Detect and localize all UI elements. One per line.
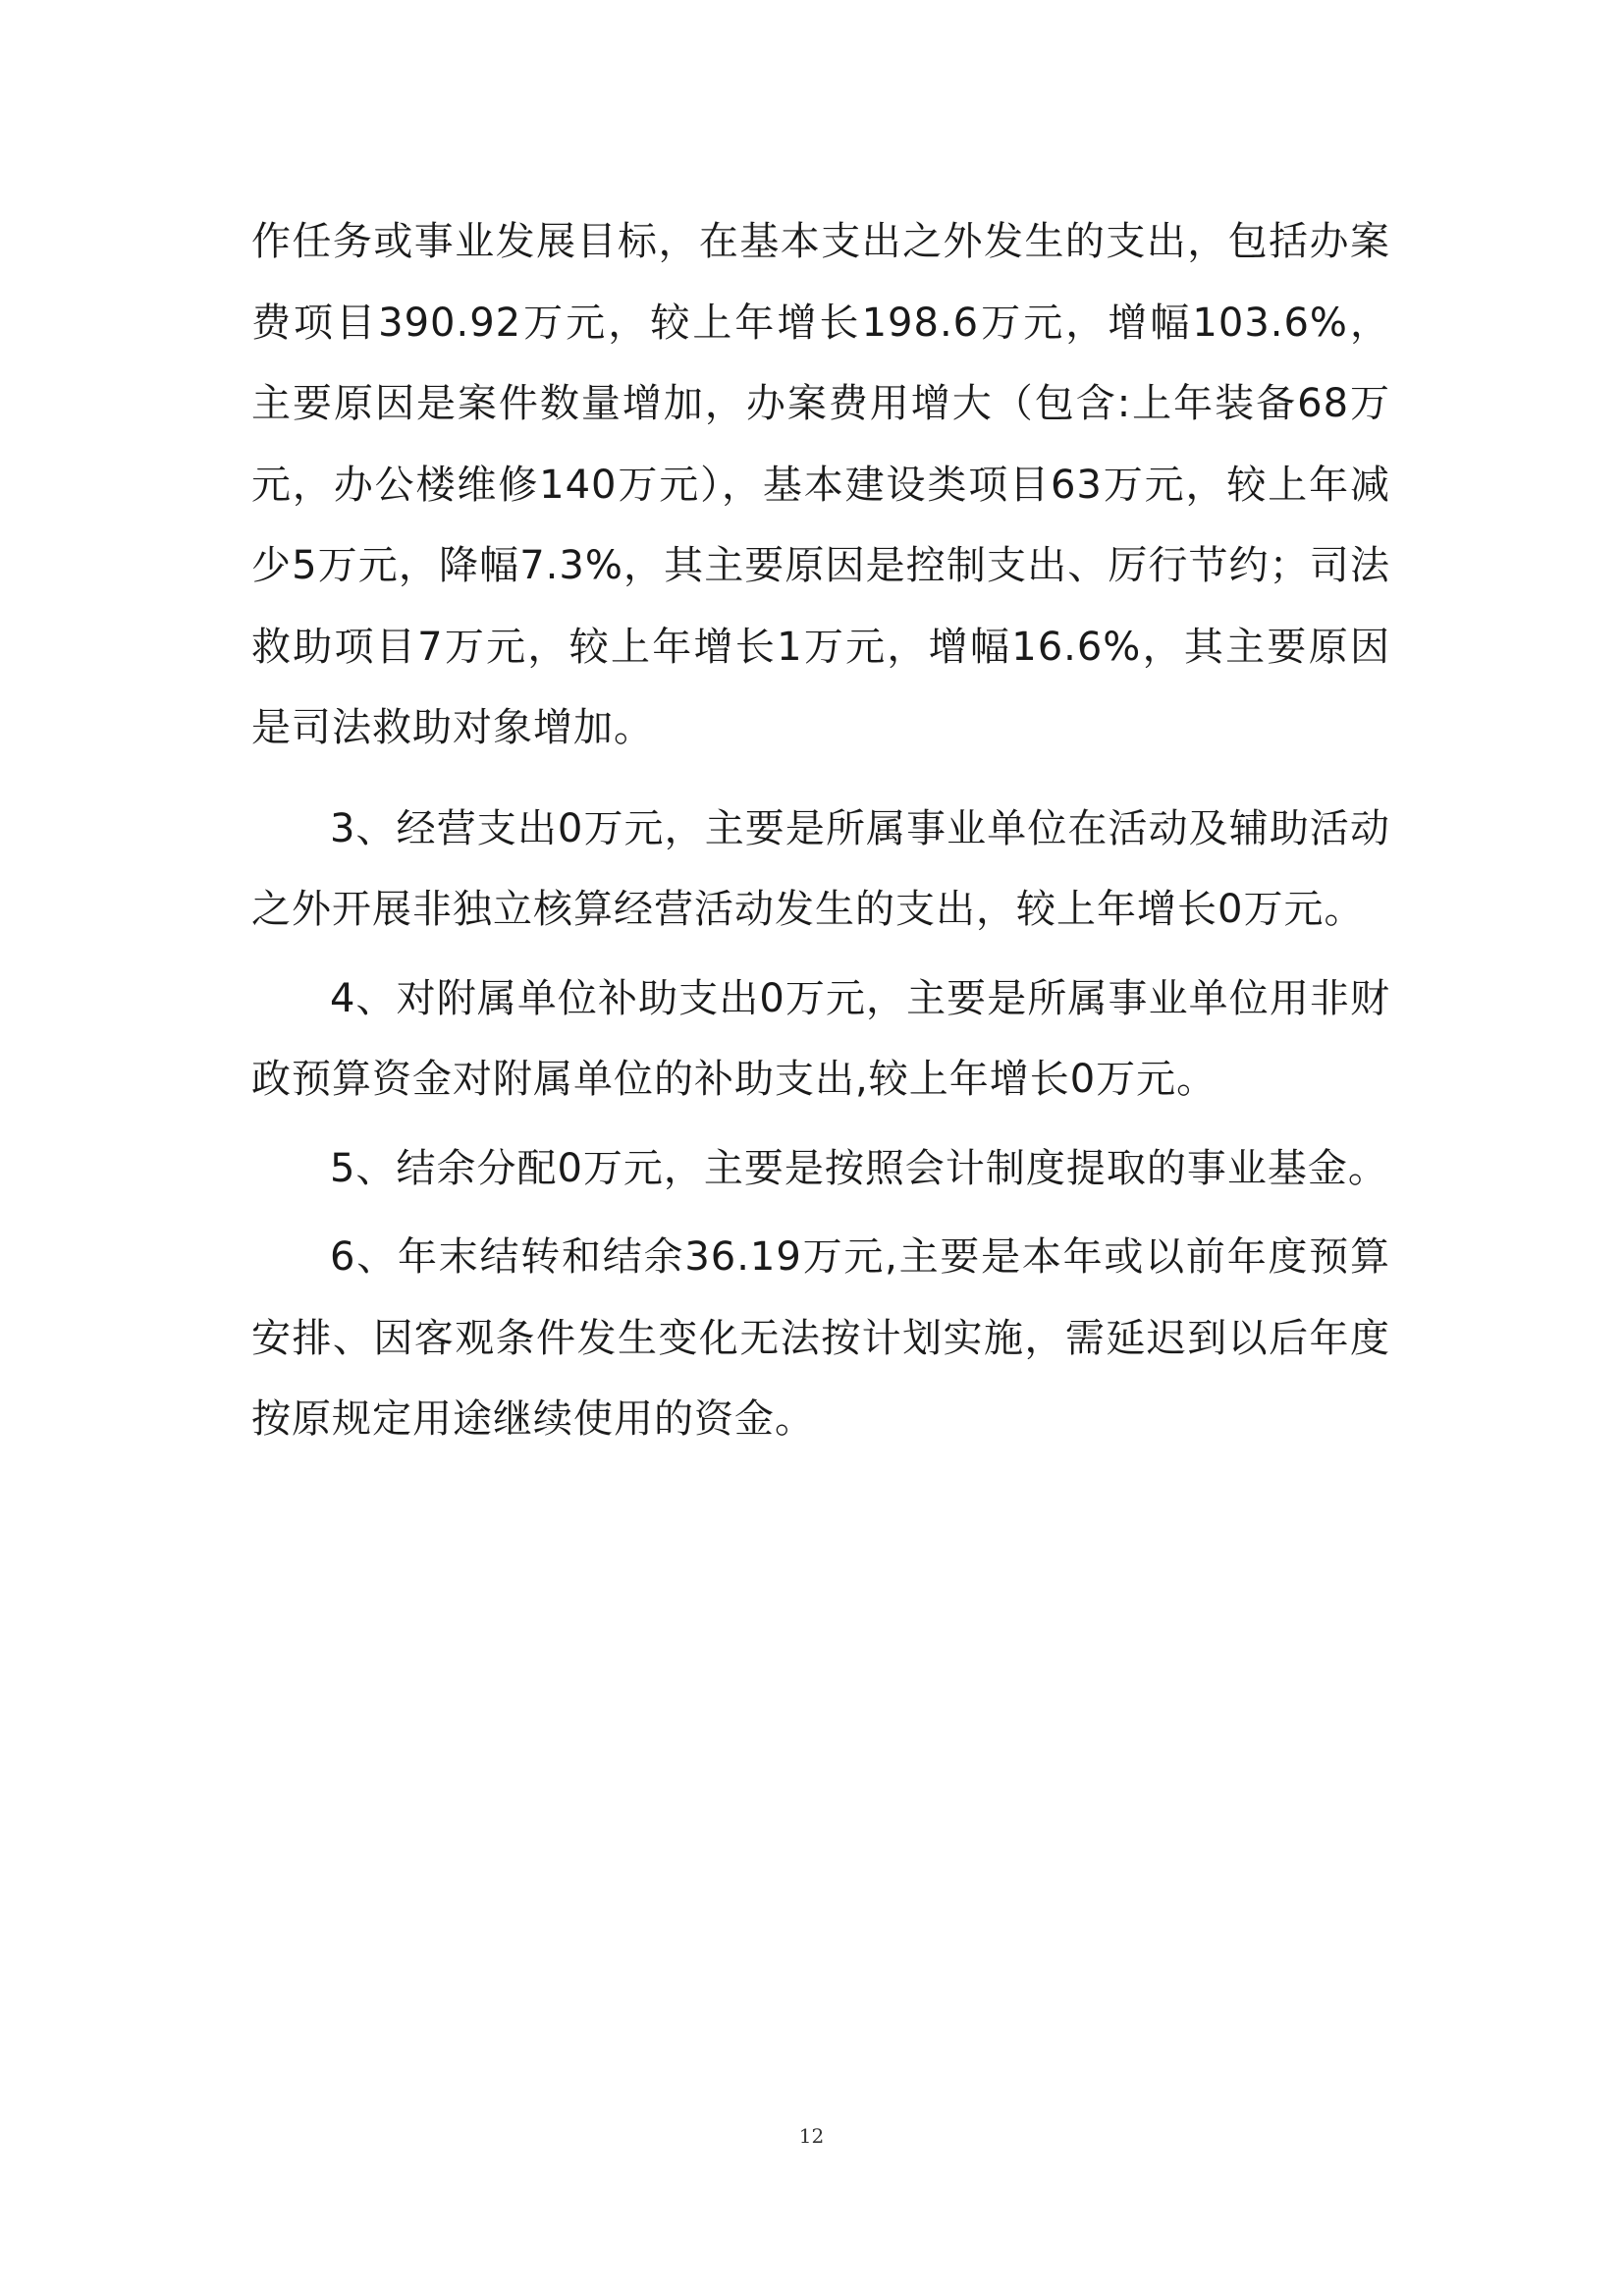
paragraph-project-expenditure: 作任务或事业发展目标，在基本支出之外发生的支出，包括办案费项目390.92万元，较上年增长198.6万元，增幅103.6%，主要原因是案件数量增加，办案费用增大（包含:上年装备68万元，办公楼维修140万元），基本建设类项目63万元，较上年减少5万元，降幅7.3%，其主要原因是控制支出、厉行节约；司法救助项目7万元，较上年增长1万元，增幅16.6%，其主要原因是司法救助对象增加。 — [251, 219, 1390, 750]
body-text — [251, 201, 1390, 1460]
paragraph-subsidiary-subsidy: 4、对附属单位补助支出0万元，主要是所属事业单位用非财政预算资金对附属单位的补助支出,较上年增长0万元。 — [251, 975, 1390, 1102]
paragraph-year-end-carryover: 6、年末结转和结余36.19万元,主要是本年或以前年度预算安排、因客观条件发生变化无法按计划实施，需延迟到以后年度按原规定用途继续使用的资金。 — [251, 1234, 1390, 1442]
paragraph-operating-expenditure: 3、经营支出0万元，主要是所属事业单位在活动及辅助活动之外开展非独立核算经营活动发生的支出，较上年增长0万元。 — [251, 805, 1390, 932]
page-number: 12 — [798, 2124, 825, 2148]
paragraph-surplus-distribution: 5、结余分配0万元，主要是按照会计制度提取的事业基金。 — [330, 1145, 1388, 1191]
